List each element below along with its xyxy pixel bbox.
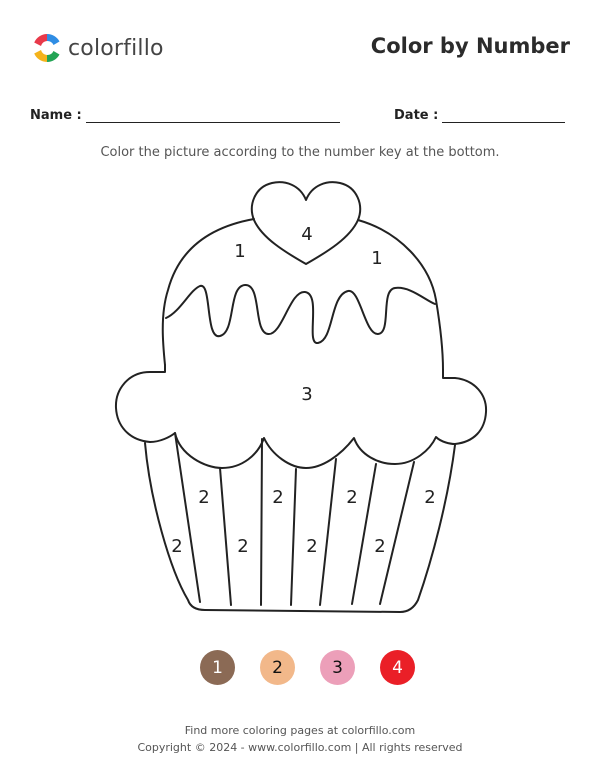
name-label: Name : [30, 108, 82, 123]
instructions-text: Color the picture according to the number key at the bottom. [100, 145, 500, 160]
color-key-swatch-4: 4 [380, 650, 415, 685]
color-key-swatch-3: 3 [320, 650, 355, 685]
stripe-number: 2 [198, 487, 210, 508]
color-key [200, 650, 415, 685]
frosting-right-number: 1 [371, 248, 383, 269]
cake-scallop-line [150, 433, 455, 468]
name-input-line[interactable] [86, 108, 340, 123]
brand-logo[interactable] [30, 31, 164, 65]
color-key-swatch-2: 2 [260, 650, 295, 685]
stripe-number: 2 [374, 536, 386, 557]
frosting-drip-line [166, 285, 435, 343]
colorfillo-logo-icon [30, 31, 64, 65]
footer-promo-text: Find more coloring pages at colorfillo.com [184, 724, 416, 737]
stripe-number: 2 [424, 487, 436, 508]
stripe-number: 2 [237, 536, 249, 557]
cupcake-coloring-picture[interactable] [0, 170, 600, 630]
date-field[interactable] [394, 108, 565, 123]
date-input-line[interactable] [442, 108, 565, 123]
heart-number: 4 [301, 224, 313, 245]
brand-name: colorfillo [68, 35, 164, 61]
name-field[interactable] [30, 108, 340, 123]
stripe-number: 2 [306, 536, 318, 557]
page-footer [0, 722, 600, 756]
cake-number: 3 [301, 384, 313, 405]
page-header [0, 0, 600, 90]
frosting-left-number: 1 [234, 241, 246, 262]
color-key-swatch-1: 1 [200, 650, 235, 685]
student-info-row [30, 108, 570, 128]
page-title: Color by Number [370, 34, 570, 58]
stripe-number: 2 [346, 487, 358, 508]
stripe-number: 2 [171, 536, 183, 557]
stripe-number: 2 [272, 487, 284, 508]
footer-copyright-text: Copyright © 2024 - www.colorfillo.com | All rights reserved [137, 741, 463, 754]
date-label: Date : [394, 108, 439, 123]
